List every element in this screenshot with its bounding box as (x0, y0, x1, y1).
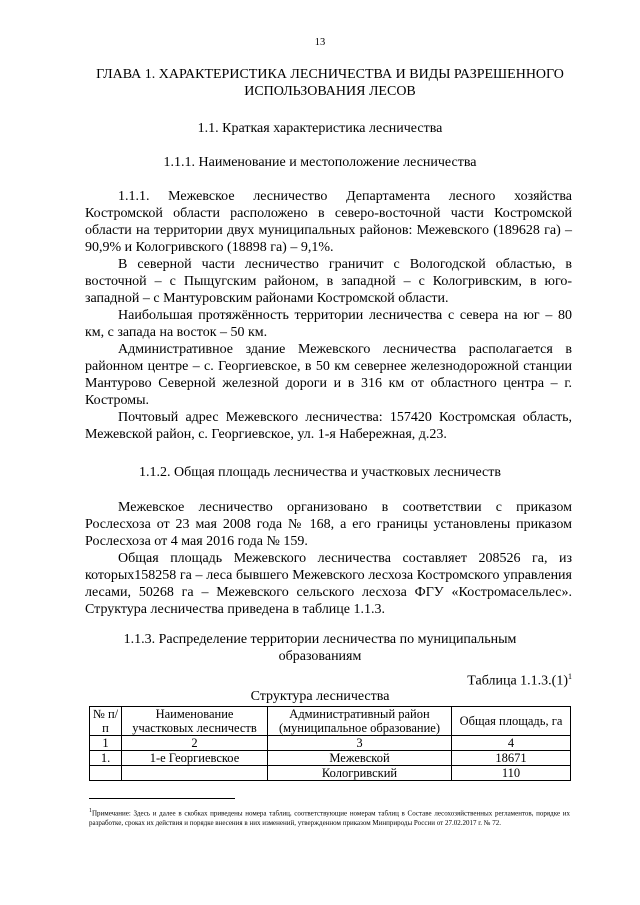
table-cell: 1-е Георгиевское (122, 751, 268, 766)
table-row (90, 751, 571, 766)
table-header-cell: Наименование участковых лесничеств (122, 707, 268, 736)
paragraph: Межевское лесничество организовано в соответствии с приказом Рослесхоза от 23 мая 2008 года № 168, а его границы установлены приказом Рослесхоза от 4 мая 2016 года № 159. (85, 500, 572, 549)
table-header-cell: Административный район (муниципальное образование) (268, 707, 452, 736)
section-heading-1-1: 1.1. Краткая характеристика лесничества (197, 121, 443, 136)
paragraph: В северной части лесничество граничит с Вологодской областью, в восточной – с Пыщугским районом, в западной – с Кологривским, в юго-западной – с Мантуровским районами Костромской области. (85, 257, 572, 306)
table-header-row (90, 707, 571, 736)
footnote-reference: 1 (568, 672, 572, 681)
paragraph: Общая площадь Межевского лесничества составляет 208526 га, из которых158258 га – леса бывшего Межевского лесхоза Костромского управления лесами, 50268 га – Межевского сельского лесхоза ФГУ «Костромасельлес». Структура лесничества приведена в таблице 1.1.3. (85, 551, 572, 617)
table-column-number-row (90, 736, 571, 751)
section-heading-1-1-1: 1.1.1. Наименование и местоположение лесничества (163, 155, 477, 170)
table-cell (90, 766, 122, 781)
section-1-1-2-body (85, 499, 572, 618)
table-header-cell: Общая площадь, га (452, 707, 571, 736)
table-title: Структура лесничества (250, 689, 390, 704)
forestry-structure-table (89, 706, 571, 781)
section-1-1-1-body (85, 188, 572, 443)
paragraph: Наибольшая протяжённость территории лесничества с севера на юг – 80 км, с запада на восток – 50 км. (85, 308, 572, 340)
footnote-text: Примечание: Здесь и далее в скобках приведены номера таблиц, соответствующие номерам таблиц в Составе лесохозяйственных регламентов, порядке их разработке, сроках их действия и порядке внесения в них изменений, утвержденном приказом Минприроды России от 27.02.2017 г. № 72. (89, 809, 570, 828)
footnote-separator (89, 798, 235, 799)
table-cell (122, 766, 268, 781)
table-cell: 4 (452, 736, 571, 751)
table-cell: 2 (122, 736, 268, 751)
table-cell: 18671 (452, 751, 571, 766)
table-cell: 110 (452, 766, 571, 781)
table-cell: Межевской (268, 751, 452, 766)
table-cell: Кологривский (268, 766, 452, 781)
table-cell: 3 (268, 736, 452, 751)
section-heading-1-1-2: 1.1.2. Общая площадь лесничества и участковых лесничеств (139, 465, 501, 480)
table-cell: 1. (90, 751, 122, 766)
table-caption (467, 672, 572, 690)
paragraph: 1.1.1. Межевское лесничество Департамента лесного хозяйства Костромской области расположено в северо-восточной части Костромской области на территории двух муниципальных районов: Межевского (189628 га) – 90,9% и Кологривского (18898 га) – 9,1%. (85, 189, 572, 255)
paragraph: Административное здание Межевского лесничества располагается в районном центре – с. Георгиевское, в 50 км севернее железнодорожной станции Мантурово Северной железной дороги и в 316 км от областного центра – г. Костромы. (85, 342, 572, 408)
table-cell: 1 (90, 736, 122, 751)
table-header-cell: № п/п (90, 707, 122, 736)
section-heading-1-1-3: 1.1.3. Распределение территории лесничества по муниципальным образованиям (123, 632, 517, 664)
footnote (89, 806, 570, 828)
page-number: 13 (314, 37, 326, 48)
table-caption-text: Таблица 1.1.3.(1) (467, 673, 568, 689)
paragraph: Почтовый адрес Межевского лесничества: 157420 Костромская область, Межевской район, с. Георгиевское, ул. 1-я Набережная, д.23. (85, 410, 572, 442)
chapter-title: ГЛАВА 1. ХАРАКТЕРИСТИКА ЛЕСНИЧЕСТВА И ВИДЫ РАЗРЕШЕННОГО ИСПОЛЬЗОВАНИЯ ЛЕСОВ (96, 67, 564, 99)
table-row (90, 766, 571, 781)
footnote-marker: 1 (89, 808, 92, 814)
